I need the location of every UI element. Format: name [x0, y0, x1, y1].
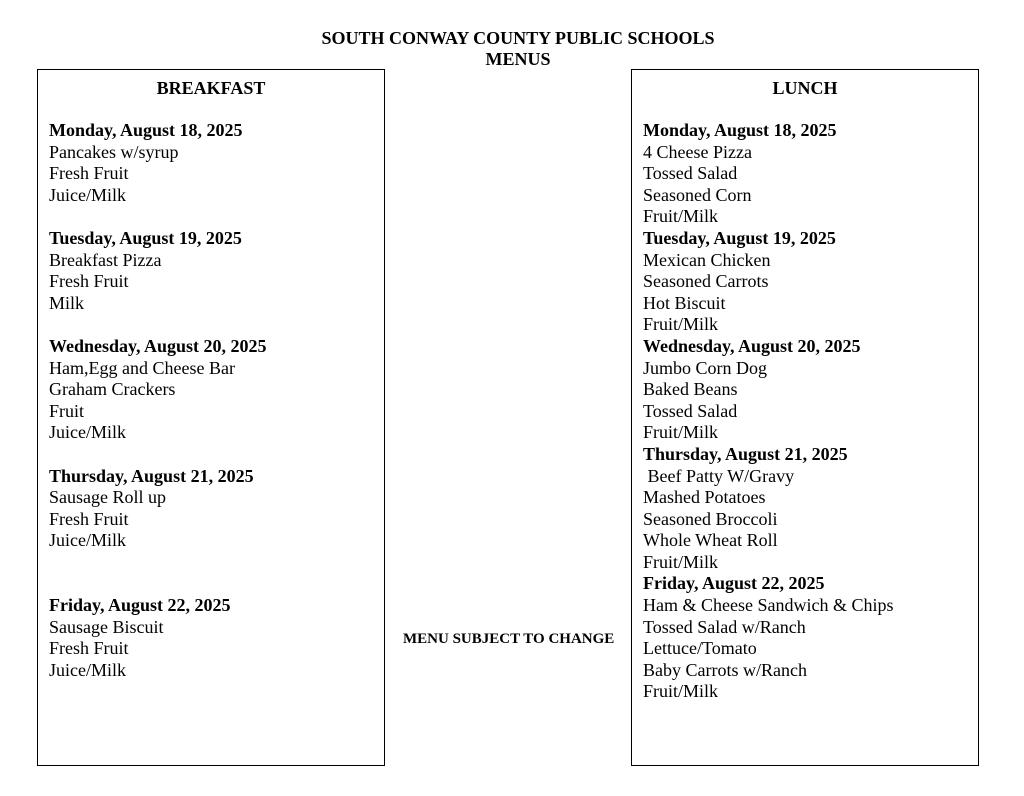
breakfast-day	[49, 228, 380, 314]
menu-item: Juice/Milk	[49, 184, 126, 205]
menu-item: Whole Wheat Roll	[643, 530, 778, 551]
menu-item: Juice/Milk	[49, 659, 126, 680]
lunch-heading: LUNCH	[772, 78, 838, 98]
day-title: Tuesday, August 19, 2025	[49, 227, 242, 248]
breakfast-day	[49, 336, 380, 444]
menu-change-notice: MENU SUBJECT TO CHANGE	[403, 631, 615, 647]
menu-item: Seasoned Broccoli	[643, 508, 778, 529]
day-title: Thursday, August 21, 2025	[49, 465, 254, 486]
menu-item: Seasoned Carrots	[643, 271, 769, 292]
menu-item: Sausage Biscuit	[49, 616, 164, 637]
menu-item: Fruit/Milk	[643, 314, 719, 335]
lunch-menu-box	[631, 69, 979, 766]
lunch-day	[643, 228, 974, 336]
menu-item: Juice/Milk	[49, 530, 126, 551]
menu-item: Hot Biscuit	[643, 292, 726, 313]
menu-item: Fruit/Milk	[643, 551, 719, 572]
menu-item: Baked Beans	[643, 379, 738, 400]
day-title: Wednesday, August 20, 2025	[49, 335, 267, 356]
menu-item: Fresh Fruit	[49, 638, 129, 659]
menu-item: Fruit/Milk	[643, 206, 719, 227]
menu-item: Tossed Salad	[643, 400, 738, 421]
breakfast-day	[49, 595, 380, 681]
day-title: Thursday, August 21, 2025	[643, 443, 848, 464]
breakfast-heading: BREAKFAST	[156, 78, 266, 98]
day-title: Friday, August 22, 2025	[49, 595, 231, 616]
breakfast-day	[49, 120, 380, 206]
menu-item: Beef Patty W/Gravy	[643, 465, 795, 486]
menu-item: Tossed Salad	[643, 163, 738, 184]
menu-item: Mexican Chicken	[643, 249, 771, 270]
menu-item: Seasoned Corn	[643, 184, 752, 205]
menu-item: 4 Cheese Pizza	[643, 141, 752, 162]
menu-item: Mashed Potatoes	[643, 487, 766, 508]
menu-item: Juice/Milk	[49, 422, 126, 443]
menu-item: Fresh Fruit	[49, 163, 129, 184]
menu-item: Fruit	[49, 400, 85, 421]
day-title: Wednesday, August 20, 2025	[643, 335, 861, 356]
lunch-day	[643, 336, 974, 444]
menu-item: Fresh Fruit	[49, 271, 129, 292]
menu-item: Jumbo Corn Dog	[643, 357, 768, 378]
day-title: Friday, August 22, 2025	[643, 573, 825, 594]
day-title: Monday, August 18, 2025	[643, 120, 837, 140]
page-subtitle: MENUS	[485, 49, 551, 69]
menu-item: Breakfast Pizza	[49, 249, 162, 270]
breakfast-day-list	[49, 120, 380, 703]
page-title: SOUTH CONWAY COUNTY PUBLIC SCHOOLS	[321, 28, 715, 48]
lunch-day	[643, 120, 974, 228]
day-title: Monday, August 18, 2025	[49, 120, 243, 140]
lunch-day	[643, 444, 974, 574]
menu-item: Tossed Salad w/Ranch	[643, 616, 806, 637]
lunch-day-list	[643, 120, 974, 703]
breakfast-day	[49, 466, 380, 552]
menu-item: Graham Crackers	[49, 379, 176, 400]
breakfast-menu-box	[37, 69, 385, 766]
menu-item: Sausage Roll up	[49, 487, 166, 508]
day-title: Tuesday, August 19, 2025	[643, 227, 836, 248]
menu-item: Ham & Cheese Sandwich & Chips	[643, 595, 894, 616]
menu-item: Baby Carrots w/Ranch	[643, 659, 807, 680]
menu-item: Lettuce/Tomato	[643, 638, 757, 659]
menu-item: Fresh Fruit	[49, 508, 129, 529]
menu-item: Milk	[49, 292, 85, 313]
menu-item: Pancakes w/syrup	[49, 141, 179, 162]
menu-item: Fruit/Milk	[643, 681, 719, 702]
menu-item: Ham,Egg and Cheese Bar	[49, 357, 235, 378]
menu-item: Fruit/Milk	[643, 422, 719, 443]
lunch-day	[643, 573, 974, 703]
